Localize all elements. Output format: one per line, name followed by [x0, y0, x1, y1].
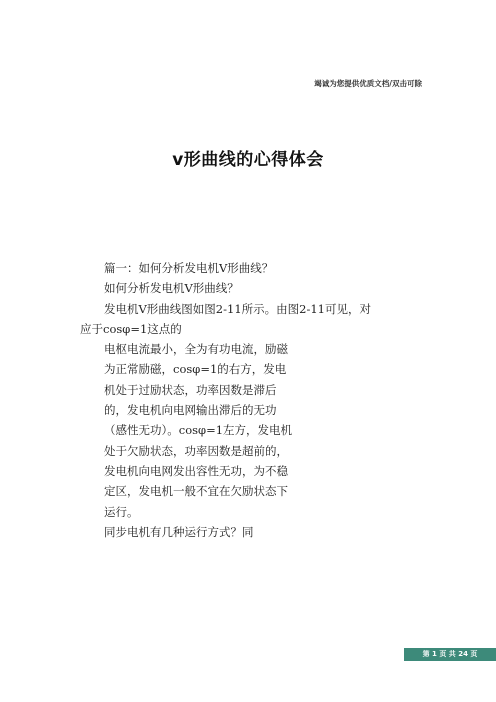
body-line: 同步电机有几种运行方式？同: [104, 524, 254, 539]
body-line: 运行。: [104, 504, 139, 519]
header-note: 竭诚为您提供优质文档/双击可除: [314, 79, 422, 88]
body-line: 机处于过励状态，功率因数是滞后: [104, 382, 277, 397]
body-line: 发电机向电网发出容性无功，为不稳: [104, 463, 288, 478]
body-line: 处于欠励状态，功率因数是超前的，: [104, 443, 288, 458]
body-line: 篇一：如何分析发电机V形曲线？: [104, 261, 274, 275]
body-line: 的，发电机向电网输出滞后的无功: [104, 403, 277, 418]
document-body: [0, 258, 496, 542]
body-line: 发电机V形曲线图如图2-11所示。由图2-11可见，对: [104, 301, 371, 316]
body-line: 如何分析发电机V形曲线？: [104, 281, 239, 296]
body-line: 定区，发电机一般不宜在欠励状态下: [104, 484, 288, 499]
page-number-badge: 第 1 页 共 24 页: [404, 648, 496, 661]
body-line: （感性无功）。cosφ=1左方，发电机: [104, 423, 293, 438]
document-title: v形曲线的心得体会: [172, 150, 324, 170]
body-line: 应于cosφ=1这点的: [80, 321, 182, 336]
body-line: 电枢电流最小，全为有功电流，励磁: [104, 342, 288, 357]
body-line: 为正常励磁，cosφ=1的右方，发电: [104, 362, 287, 377]
